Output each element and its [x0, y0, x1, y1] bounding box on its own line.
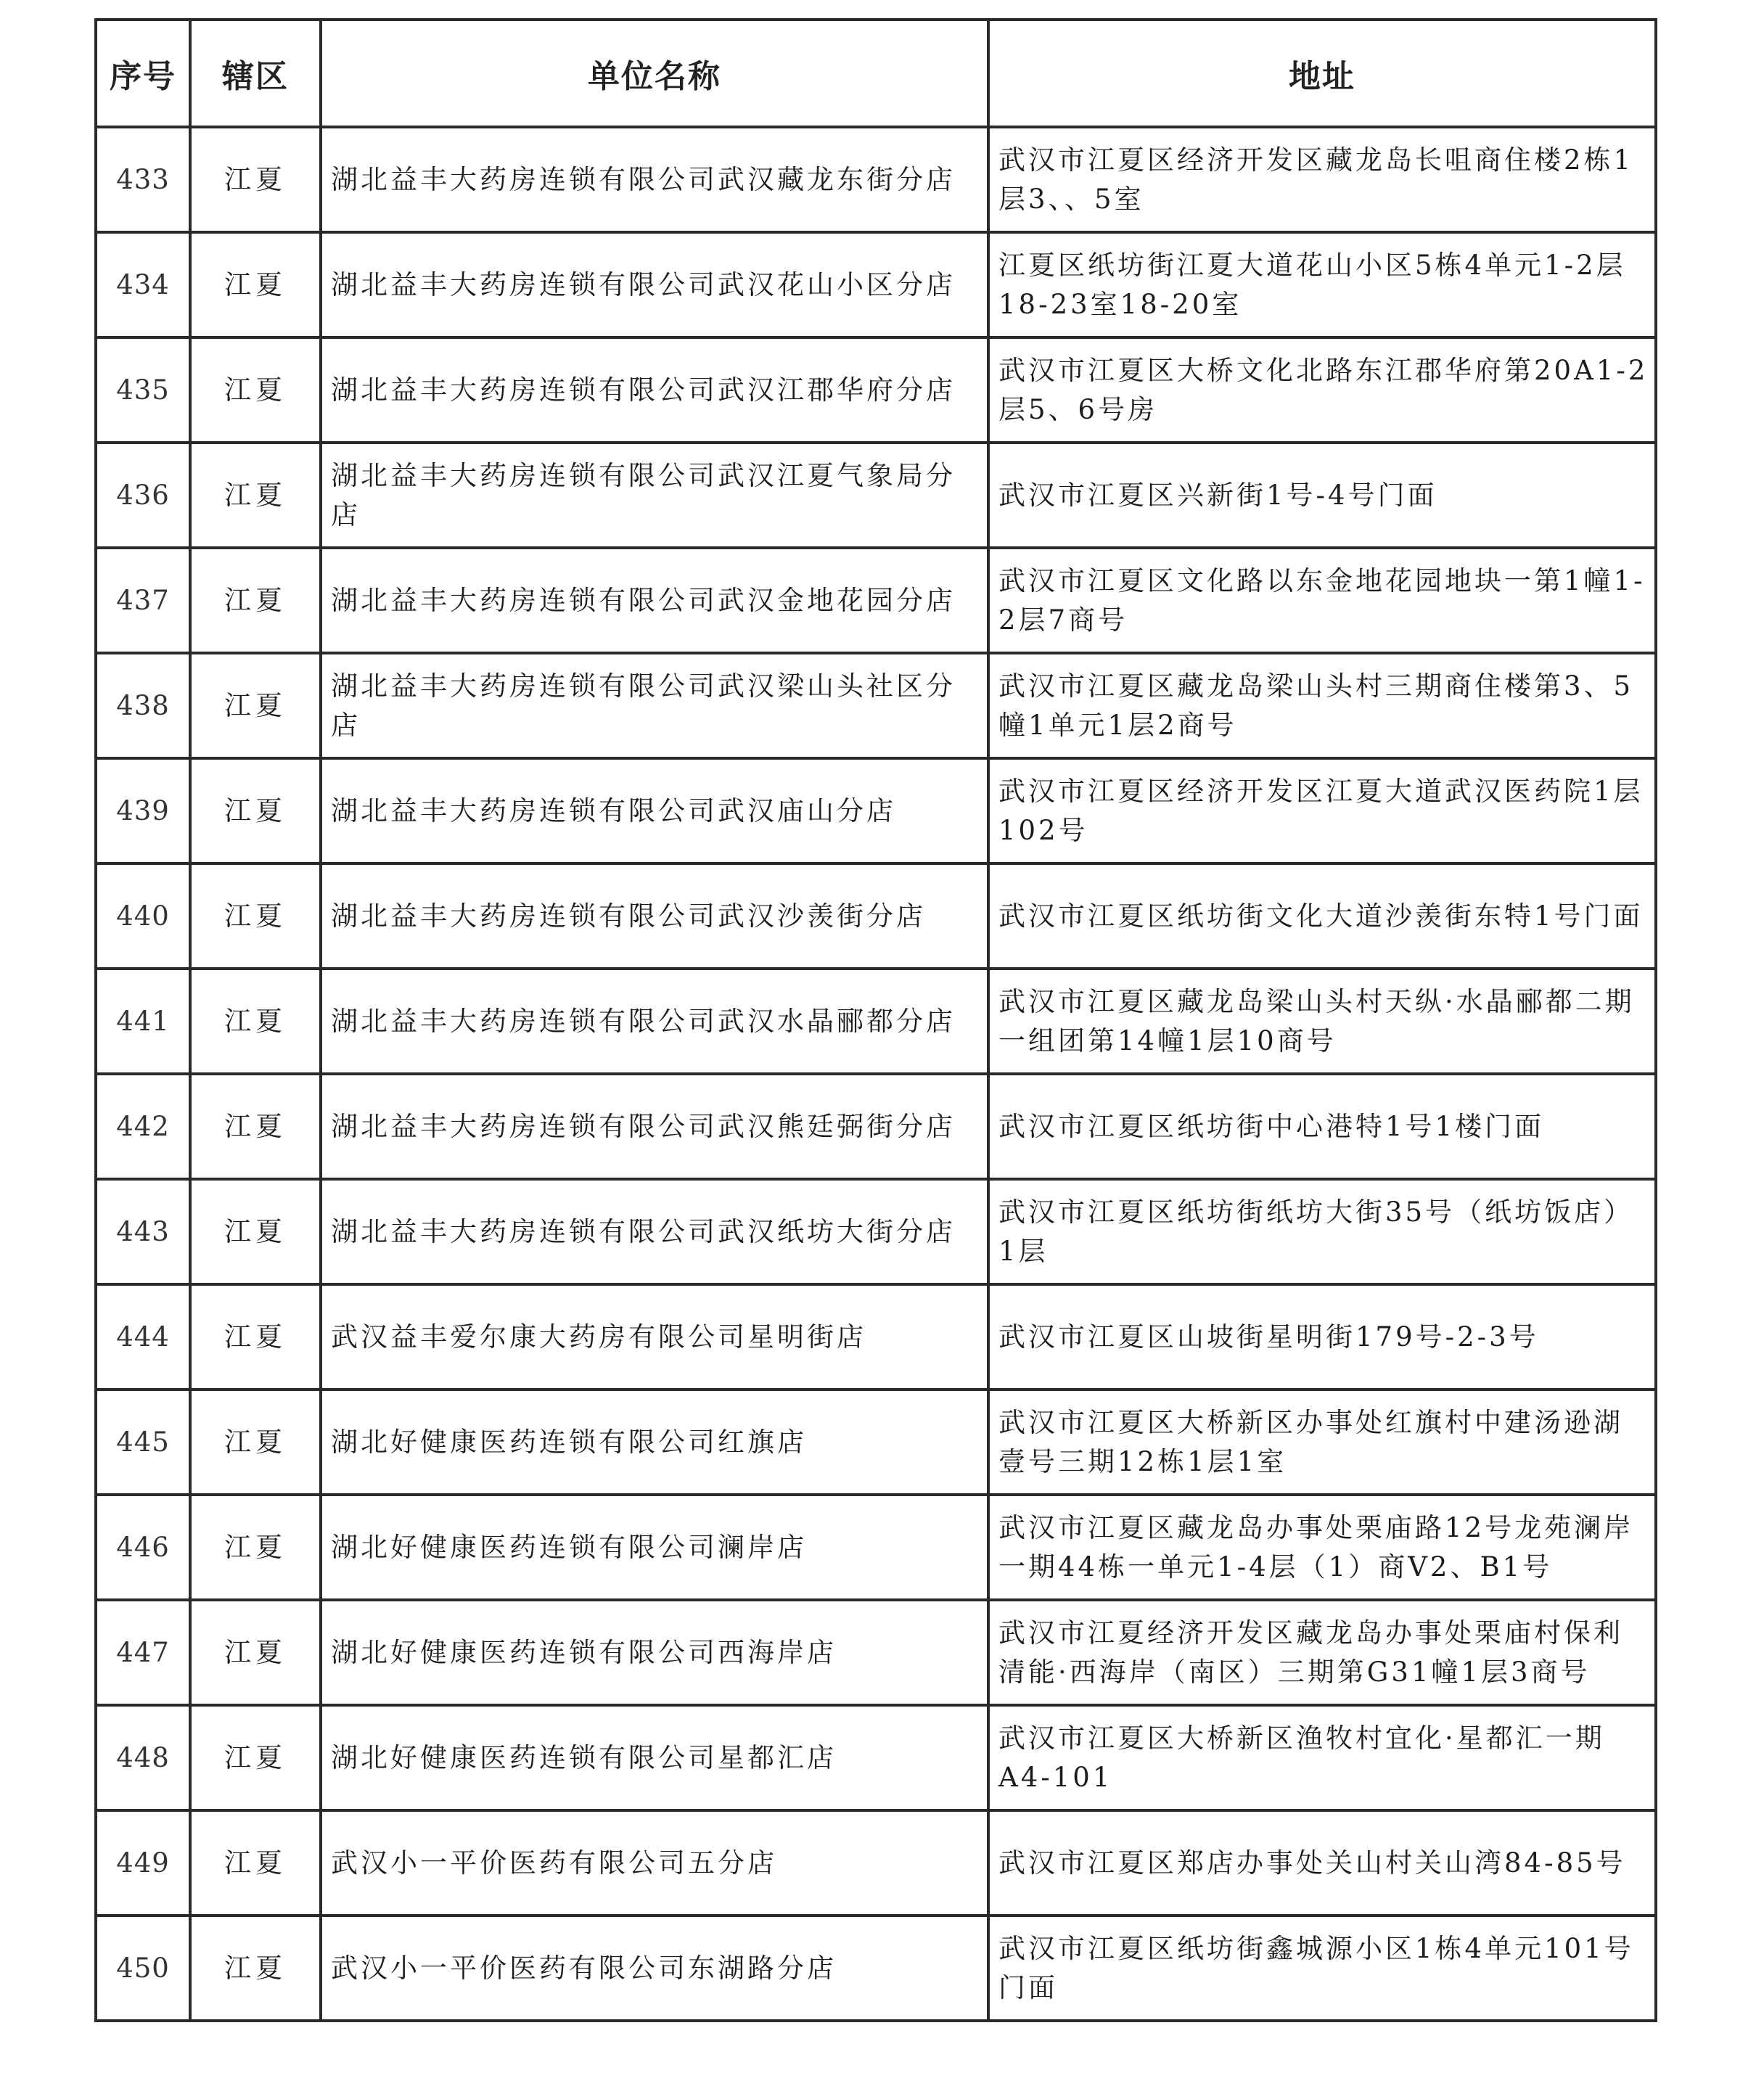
cell-serial-number: 445: [96, 1389, 190, 1495]
cell-serial-number: 444: [96, 1284, 190, 1389]
cell-unit-name: 湖北益丰大药房连锁有限公司武汉金地花园分店: [321, 548, 988, 653]
cell-address: 武汉市江夏区经济开发区藏龙岛长咀商住楼2栋1层3、、5室: [988, 127, 1656, 232]
cell-district: 江夏: [190, 758, 321, 863]
cell-serial-number: 446: [96, 1495, 190, 1600]
table-row: [96, 1179, 1656, 1284]
table-row: [96, 653, 1656, 758]
pharmacy-table: [94, 18, 1657, 2022]
cell-district: 江夏: [190, 1389, 321, 1495]
cell-unit-name: 湖北好健康医药连锁有限公司澜岸店: [321, 1495, 988, 1600]
cell-serial-number: 437: [96, 548, 190, 653]
cell-district: 江夏: [190, 1284, 321, 1389]
cell-district: 江夏: [190, 1074, 321, 1179]
cell-serial-number: 433: [96, 127, 190, 232]
header-unit-name: 单位名称: [321, 20, 988, 127]
table-row: [96, 1916, 1656, 2021]
cell-district: 江夏: [190, 548, 321, 653]
cell-serial-number: 438: [96, 653, 190, 758]
table-row: [96, 758, 1656, 863]
cell-address: 武汉市江夏区大桥文化北路东江郡华府第20A1-2层5、6号房: [988, 337, 1656, 443]
cell-serial-number: 449: [96, 1810, 190, 1916]
cell-serial-number: 447: [96, 1600, 190, 1705]
cell-serial-number: 442: [96, 1074, 190, 1179]
cell-serial-number: 439: [96, 758, 190, 863]
table-row: [96, 1705, 1656, 1810]
table-row: [96, 863, 1656, 969]
cell-address: 武汉市江夏区纸坊街纸坊大街35号（纸坊饭店）1层: [988, 1179, 1656, 1284]
cell-unit-name: 湖北好健康医药连锁有限公司西海岸店: [321, 1600, 988, 1705]
cell-address: 武汉市江夏区纸坊街中心港特1号1楼门面: [988, 1074, 1656, 1179]
cell-unit-name: 武汉小一平价医药有限公司五分店: [321, 1810, 988, 1916]
cell-unit-name: 湖北益丰大药房连锁有限公司武汉梁山头社区分店: [321, 653, 988, 758]
cell-address: 武汉市江夏区大桥新区办事处红旗村中建汤逊湖壹号三期12栋1层1室: [988, 1389, 1656, 1495]
table-row: [96, 1284, 1656, 1389]
cell-unit-name: 湖北益丰大药房连锁有限公司武汉庙山分店: [321, 758, 988, 863]
table-row: [96, 1600, 1656, 1705]
cell-district: 江夏: [190, 127, 321, 232]
table-row: [96, 1389, 1656, 1495]
cell-district: 江夏: [190, 443, 321, 548]
cell-district: 江夏: [190, 1600, 321, 1705]
table-row: [96, 127, 1656, 232]
cell-unit-name: 湖北益丰大药房连锁有限公司武汉江夏气象局分店: [321, 443, 988, 548]
cell-address: 江夏区纸坊街江夏大道花山小区5栋4单元1-2层18-23室18-20室: [988, 232, 1656, 337]
header-address: 地址: [988, 20, 1656, 127]
cell-district: 江夏: [190, 653, 321, 758]
cell-district: 江夏: [190, 232, 321, 337]
cell-serial-number: 443: [96, 1179, 190, 1284]
cell-address: 武汉市江夏区藏龙岛梁山头村天纵·水晶郦都二期一组团第14幢1层10商号: [988, 969, 1656, 1074]
cell-serial-number: 440: [96, 863, 190, 969]
cell-district: 江夏: [190, 1705, 321, 1810]
cell-unit-name: 武汉益丰爱尔康大药房有限公司星明街店: [321, 1284, 988, 1389]
cell-serial-number: 435: [96, 337, 190, 443]
cell-address: 武汉市江夏区纸坊街鑫城源小区1栋4单元101号门面: [988, 1916, 1656, 2021]
cell-district: 江夏: [190, 337, 321, 443]
cell-unit-name: 湖北益丰大药房连锁有限公司武汉水晶郦都分店: [321, 969, 988, 1074]
cell-serial-number: 450: [96, 1916, 190, 2021]
table-row: [96, 232, 1656, 337]
table-row: [96, 443, 1656, 548]
table-row: [96, 548, 1656, 653]
table-row: [96, 1074, 1656, 1179]
cell-address: 武汉市江夏区纸坊街文化大道沙羡街东特1号门面: [988, 863, 1656, 969]
cell-district: 江夏: [190, 1916, 321, 2021]
cell-unit-name: 武汉小一平价医药有限公司东湖路分店: [321, 1916, 988, 2021]
table-row: [96, 1495, 1656, 1600]
cell-district: 江夏: [190, 1810, 321, 1916]
cell-unit-name: 湖北益丰大药房连锁有限公司武汉藏龙东街分店: [321, 127, 988, 232]
cell-district: 江夏: [190, 863, 321, 969]
table-row: [96, 1810, 1656, 1916]
cell-unit-name: 湖北益丰大药房连锁有限公司武汉沙羡街分店: [321, 863, 988, 969]
cell-serial-number: 441: [96, 969, 190, 1074]
cell-unit-name: 湖北益丰大药房连锁有限公司武汉江郡华府分店: [321, 337, 988, 443]
cell-unit-name: 湖北益丰大药房连锁有限公司武汉纸坊大街分店: [321, 1179, 988, 1284]
cell-address: 武汉市江夏区山坡街星明街179号-2-3号: [988, 1284, 1656, 1389]
cell-serial-number: 436: [96, 443, 190, 548]
cell-address: 武汉市江夏区藏龙岛办事处栗庙路12号龙苑澜岸一期44栋一单元1-4层（1）商V2、B1号: [988, 1495, 1656, 1600]
cell-unit-name: 湖北好健康医药连锁有限公司星都汇店: [321, 1705, 988, 1810]
table-header: [96, 20, 1656, 127]
cell-unit-name: 湖北益丰大药房连锁有限公司武汉花山小区分店: [321, 232, 988, 337]
cell-serial-number: 434: [96, 232, 190, 337]
header-row: [96, 20, 1656, 127]
cell-unit-name: 湖北益丰大药房连锁有限公司武汉熊廷弼街分店: [321, 1074, 988, 1179]
cell-address: 武汉市江夏区经济开发区江夏大道武汉医药院1层102号: [988, 758, 1656, 863]
cell-address: 武汉市江夏区兴新街1号-4号门面: [988, 443, 1656, 548]
cell-district: 江夏: [190, 1179, 321, 1284]
cell-address: 武汉市江夏经济开发区藏龙岛办事处栗庙村保利清能·西海岸（南区）三期第G31幢1层3商号: [988, 1600, 1656, 1705]
header-district: 辖区: [190, 20, 321, 127]
table-row: [96, 969, 1656, 1074]
cell-address: 武汉市江夏区藏龙岛梁山头村三期商住楼第3、5幢1单元1层2商号: [988, 653, 1656, 758]
cell-address: 武汉市江夏区郑店办事处关山村关山湾84-85号: [988, 1810, 1656, 1916]
cell-address: 武汉市江夏区大桥新区渔牧村宜化·星都汇一期A4-101: [988, 1705, 1656, 1810]
table-row: [96, 337, 1656, 443]
cell-serial-number: 448: [96, 1705, 190, 1810]
cell-district: 江夏: [190, 1495, 321, 1600]
document-page: [94, 18, 1654, 2022]
header-serial-number: 序号: [96, 20, 190, 127]
table-body: [96, 127, 1656, 2021]
cell-address: 武汉市江夏区文化路以东金地花园地块一第1幢1-2层7商号: [988, 548, 1656, 653]
cell-district: 江夏: [190, 969, 321, 1074]
cell-unit-name: 湖北好健康医药连锁有限公司红旗店: [321, 1389, 988, 1495]
